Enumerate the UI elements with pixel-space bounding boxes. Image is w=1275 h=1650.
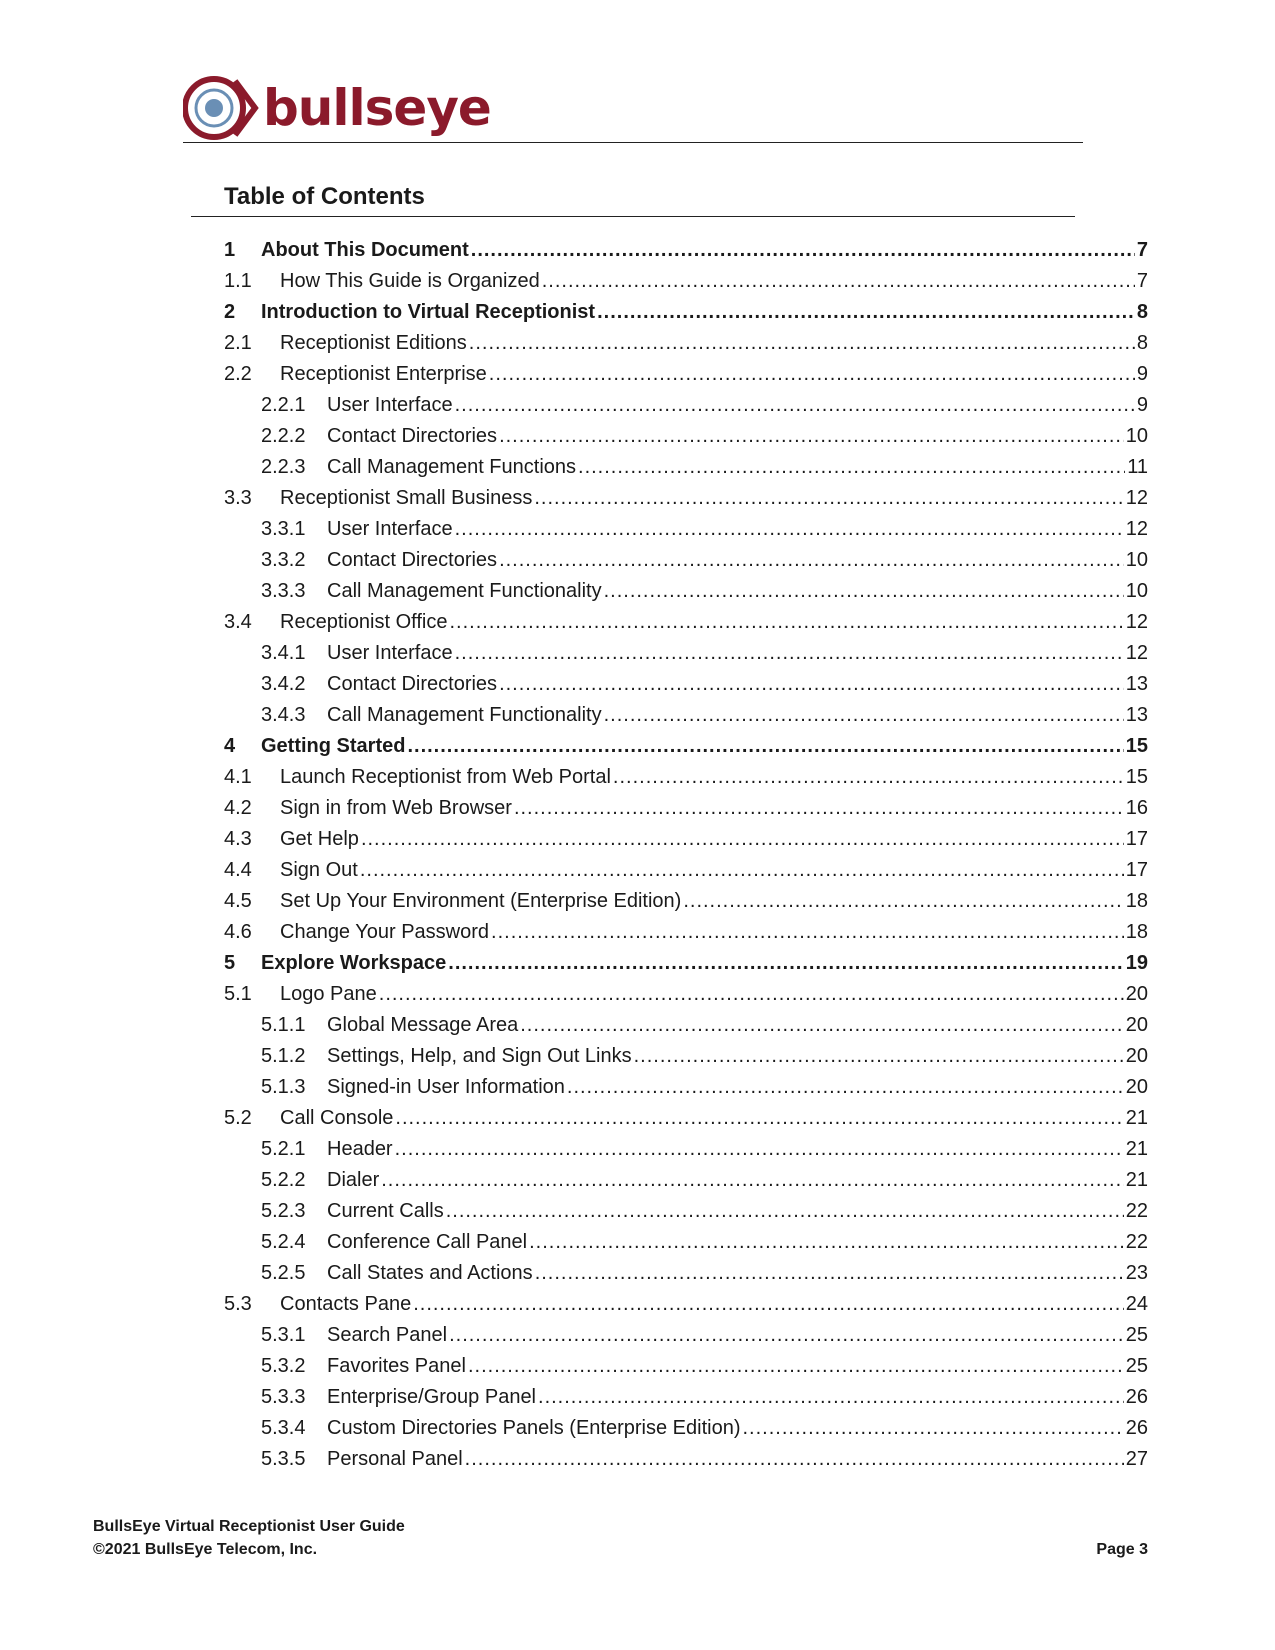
toc-entry-title: Set Up Your Environment (Enterprise Edition) [280, 890, 682, 912]
toc-dot-leader [567, 1072, 1124, 1103]
toc-dot-leader [381, 1165, 1124, 1196]
toc-entry[interactable] [261, 669, 1148, 700]
toc-entry[interactable] [261, 576, 1148, 607]
toc-entry-page: 12 [1125, 642, 1148, 664]
toc-dot-leader [491, 917, 1124, 948]
footer-page-number: Page 3 [1096, 1541, 1148, 1558]
toc-entry-number: 5.2 [224, 1107, 252, 1129]
toc-entry-title: Call States and Actions [327, 1262, 533, 1284]
toc-entry-page: 25 [1125, 1355, 1148, 1377]
toc-entry-page: 13 [1125, 673, 1148, 695]
toc-entry[interactable] [224, 483, 1148, 514]
toc-entry-title: Call Management Functions [327, 456, 577, 478]
toc-entry[interactable] [261, 545, 1148, 576]
toc-entry-number: 2.1 [224, 332, 252, 354]
toc-dot-leader [448, 948, 1123, 979]
toc-dot-leader [450, 607, 1124, 638]
toc-entry-number: 5 [224, 952, 236, 974]
toc-dot-leader [361, 824, 1124, 855]
toc-dot-leader [489, 359, 1135, 390]
toc-entry-number: 4 [224, 735, 236, 757]
toc-entry[interactable] [261, 1382, 1148, 1413]
toc-entry-number: 2.2.2 [261, 425, 306, 447]
toc-entry-page: 21 [1125, 1169, 1148, 1191]
toc-dot-leader [395, 1134, 1124, 1165]
toc-entry-page: 7 [1136, 270, 1148, 292]
toc-entry-number: 3.3.2 [261, 549, 306, 571]
toc-entry-number: 5.1 [224, 983, 252, 1005]
toc-entry[interactable] [261, 638, 1148, 669]
toc-entry-number: 3.3.1 [261, 518, 306, 540]
toc-entry-page: 18 [1125, 921, 1148, 943]
toc-entry-page: 20 [1125, 1014, 1148, 1036]
toc-entry-number: 4.3 [224, 828, 252, 850]
toc-entry-page: 15 [1125, 766, 1148, 788]
toc-entry[interactable] [224, 235, 1148, 266]
toc-entry-page: 26 [1125, 1386, 1148, 1408]
toc-dot-leader [538, 1382, 1124, 1413]
toc-entry-number: 5.2.2 [261, 1169, 306, 1191]
toc-entry-number: 5.3.3 [261, 1386, 306, 1408]
toc-entry-number: 3.4.3 [261, 704, 306, 726]
toc-entry[interactable] [224, 731, 1148, 762]
toc-entry-number: 5.3.1 [261, 1324, 306, 1346]
toc-entry-number: 4.1 [224, 766, 252, 788]
toc-entry-title: Sign in from Web Browser [280, 797, 512, 819]
footer-document-title: BullsEye Virtual Receptionist User Guide [93, 1518, 405, 1535]
toc-entry-page: 17 [1125, 828, 1148, 850]
toc-dot-leader [613, 762, 1124, 793]
toc-dot-leader [604, 700, 1124, 731]
toc-entry-title: Settings, Help, and Sign Out Links [327, 1045, 632, 1067]
toc-entry-page: 9 [1136, 394, 1148, 416]
toc-entry-title: User Interface [327, 642, 453, 664]
toc-entry-number: 1 [224, 239, 236, 261]
toc-dot-leader [465, 1444, 1124, 1475]
toc-entry-page: 15 [1125, 735, 1148, 757]
toc-entry-title: Receptionist Editions [280, 332, 467, 354]
toc-entry-title: Introduction to Virtual Receptionist [261, 301, 596, 323]
toc-entry-number: 3.4 [224, 611, 252, 633]
toc-entry[interactable] [261, 1072, 1148, 1103]
toc-entry-title: Receptionist Enterprise [280, 363, 487, 385]
toc-entry-page: 22 [1125, 1200, 1148, 1222]
toc-entry-title: Custom Directories Panels (Enterprise Edition) [327, 1417, 741, 1439]
toc-entry-title: User Interface [327, 518, 453, 540]
toc-entry[interactable] [261, 1196, 1148, 1227]
toc-entry-page: 17 [1125, 859, 1148, 881]
toc-entry-number: 3.3 [224, 487, 252, 509]
toc-dot-leader [455, 638, 1124, 669]
toc-entry[interactable] [261, 1134, 1148, 1165]
toc-entry-title: Current Calls [327, 1200, 444, 1222]
toc-entry-title: Launch Receptionist from Web Portal [280, 766, 611, 788]
toc-entry-page: 16 [1125, 797, 1148, 819]
toc-dot-leader [578, 452, 1125, 483]
table-of-contents [224, 235, 1148, 1475]
toc-entry-title: Contact Directories [327, 549, 498, 571]
toc-entry[interactable] [224, 824, 1148, 855]
toc-entry-number: 5.2.4 [261, 1231, 306, 1253]
toc-entry-page: 20 [1125, 983, 1148, 1005]
toc-entry-page: 21 [1125, 1138, 1148, 1160]
toc-entry-page: 20 [1125, 1076, 1148, 1098]
header-divider [183, 142, 1083, 143]
toc-entry-title: About This Document [261, 239, 469, 261]
toc-entry-page: 25 [1125, 1324, 1148, 1346]
toc-entry-title: Personal Panel [327, 1448, 463, 1470]
toc-entry[interactable] [261, 700, 1148, 731]
toc-entry-title: Receptionist Small Business [280, 487, 533, 509]
toc-entry[interactable] [224, 886, 1148, 917]
toc-entry-title: Change Your Password [280, 921, 490, 943]
toc-entry-title: Favorites Panel [327, 1355, 466, 1377]
toc-entry-page: 12 [1125, 611, 1148, 633]
toc-entry-title: User Interface [327, 394, 453, 416]
toc-entry-page: 23 [1125, 1262, 1148, 1284]
toc-entry-number: 5.2.3 [261, 1200, 306, 1222]
toc-entry-number: 3.4.1 [261, 642, 306, 664]
bullseye-logo [183, 73, 543, 143]
toc-entry-number: 4.2 [224, 797, 252, 819]
toc-entry[interactable] [261, 1258, 1148, 1289]
toc-dot-leader [449, 1320, 1124, 1351]
toc-entry-page: 21 [1125, 1107, 1148, 1129]
toc-entry-title: Sign Out [280, 859, 358, 881]
toc-dot-leader [743, 1413, 1124, 1444]
toc-entry[interactable] [261, 421, 1148, 452]
toc-dot-leader [471, 235, 1135, 266]
toc-entry[interactable] [224, 266, 1148, 297]
toc-dot-leader [360, 855, 1124, 886]
toc-entry-title: Receptionist Office [280, 611, 448, 633]
toc-entry-title: Call Management Functionality [327, 580, 602, 602]
footer-copyright: ©2021 BullsEye Telecom, Inc. [93, 1541, 318, 1558]
toc-entry-title: Dialer [327, 1169, 380, 1191]
toc-entry[interactable] [261, 1320, 1148, 1351]
toc-dot-leader [499, 669, 1124, 700]
toc-entry-number: 2.2 [224, 363, 252, 385]
toc-dot-leader [520, 1010, 1124, 1041]
toc-dot-leader [455, 514, 1124, 545]
toc-dot-leader [407, 731, 1123, 762]
toc-entry-title: Header [327, 1138, 393, 1160]
toc-entry[interactable] [261, 1227, 1148, 1258]
toc-entry-page: 12 [1125, 518, 1148, 540]
toc-entry[interactable] [261, 1413, 1148, 1444]
toc-dot-leader [604, 576, 1124, 607]
toc-entry[interactable] [261, 1010, 1148, 1041]
toc-entry-page: 8 [1136, 332, 1148, 354]
toc-entry-title: Contacts Pane [280, 1293, 412, 1315]
toc-entry[interactable] [261, 1444, 1148, 1475]
toc-entry-number: 5.1.1 [261, 1014, 306, 1036]
toc-dot-leader [499, 545, 1124, 576]
toc-entry-title: Enterprise/Group Panel [327, 1386, 537, 1408]
toc-entry[interactable] [261, 452, 1148, 483]
toc-entry[interactable] [224, 328, 1148, 359]
toc-entry-title: Getting Started [261, 735, 406, 757]
toc-entry-page: 9 [1136, 363, 1148, 385]
toc-entry-title: Call Console [280, 1107, 394, 1129]
toc-entry-page: 12 [1125, 487, 1148, 509]
toc-dot-leader [395, 1103, 1123, 1134]
toc-entry[interactable] [224, 1289, 1148, 1320]
toc-entry[interactable] [224, 359, 1148, 390]
toc-entry-page: 13 [1125, 704, 1148, 726]
toc-dot-leader [446, 1196, 1124, 1227]
toc-entry-title: Search Panel [327, 1324, 448, 1346]
toc-dot-leader [683, 886, 1123, 917]
toc-entry-number: 5.2.5 [261, 1262, 306, 1284]
toc-entry-title: Get Help [280, 828, 359, 850]
toc-entry[interactable] [224, 917, 1148, 948]
toc-entry[interactable] [261, 514, 1148, 545]
toc-entry-page: 7 [1136, 239, 1148, 261]
toc-entry[interactable] [224, 297, 1148, 328]
toc-entry-title: Contact Directories [327, 673, 498, 695]
toc-dot-leader [534, 483, 1123, 514]
toc-entry[interactable] [261, 390, 1148, 421]
toc-dot-leader [514, 793, 1124, 824]
toc-entry-number: 2.2.1 [261, 394, 306, 416]
toc-entry-number: 5.2.1 [261, 1138, 306, 1160]
toc-entry[interactable] [224, 855, 1148, 886]
toc-entry-page: 26 [1125, 1417, 1148, 1439]
toc-entry-title: Explore Workspace [261, 952, 447, 974]
toc-entry-number: 1.1 [224, 270, 252, 292]
toc-dot-leader [597, 297, 1135, 328]
toc-entry-number: 4.4 [224, 859, 252, 881]
toc-dot-leader [535, 1258, 1124, 1289]
toc-entry-page: 18 [1125, 890, 1148, 912]
toc-entry-page: 10 [1125, 580, 1148, 602]
toc-dot-leader [413, 1289, 1124, 1320]
toc-entry-number: 2 [224, 301, 236, 323]
toc-heading-divider [191, 216, 1075, 217]
toc-entry[interactable] [224, 979, 1148, 1010]
toc-entry-number: 5.3.4 [261, 1417, 306, 1439]
toc-entry-title: Conference Call Panel [327, 1231, 528, 1253]
toc-entry[interactable] [261, 1041, 1148, 1072]
toc-entry-title: How This Guide is Organized [280, 270, 540, 292]
toc-entry-page: 24 [1125, 1293, 1148, 1315]
toc-entry-title: Global Message Area [327, 1014, 519, 1036]
toc-dot-leader [499, 421, 1124, 452]
toc-entry-number: 5.3 [224, 1293, 252, 1315]
logo-bullseye-dot [205, 99, 223, 117]
toc-entry[interactable] [224, 1103, 1148, 1134]
toc-dot-leader [529, 1227, 1124, 1258]
toc-entry-page: 8 [1136, 301, 1148, 323]
toc-entry-number: 3.3.3 [261, 580, 306, 602]
toc-entry-title: Logo Pane [280, 983, 377, 1005]
toc-entry[interactable] [261, 1351, 1148, 1382]
toc-entry-title: Contact Directories [327, 425, 498, 447]
toc-entry-number: 4.5 [224, 890, 252, 912]
toc-entry-number: 4.6 [224, 921, 252, 943]
logo-wordmark: bullseye [263, 79, 491, 137]
toc-dot-leader [468, 1351, 1124, 1382]
toc-entry-page: 19 [1125, 952, 1148, 974]
toc-entry[interactable] [261, 1165, 1148, 1196]
toc-entry-number: 5.3.2 [261, 1355, 306, 1377]
toc-entry-number: 3.4.2 [261, 673, 306, 695]
toc-entry[interactable] [224, 948, 1148, 979]
toc-heading: Table of Contents [224, 183, 425, 210]
toc-entry-page: 20 [1125, 1045, 1148, 1067]
toc-dot-leader [379, 979, 1124, 1010]
toc-entry-title: Call Management Functionality [327, 704, 602, 726]
toc-entry-page: 11 [1127, 456, 1148, 478]
toc-dot-leader [469, 328, 1135, 359]
toc-entry-number: 5.1.3 [261, 1076, 306, 1098]
toc-dot-leader [542, 266, 1135, 297]
toc-dot-leader [634, 1041, 1124, 1072]
toc-entry[interactable] [224, 607, 1148, 638]
toc-entry[interactable] [224, 762, 1148, 793]
toc-entry-page: 22 [1125, 1231, 1148, 1253]
toc-entry-page: 10 [1125, 425, 1148, 447]
toc-entry-number: 5.1.2 [261, 1045, 306, 1067]
toc-entry-title: Signed-in User Information [327, 1076, 565, 1098]
toc-entry-page: 10 [1125, 549, 1148, 571]
toc-entry-page: 27 [1125, 1448, 1148, 1470]
toc-entry-number: 5.3.5 [261, 1448, 306, 1470]
toc-entry-number: 2.2.3 [261, 456, 306, 478]
toc-entry[interactable] [224, 793, 1148, 824]
toc-dot-leader [455, 390, 1135, 421]
